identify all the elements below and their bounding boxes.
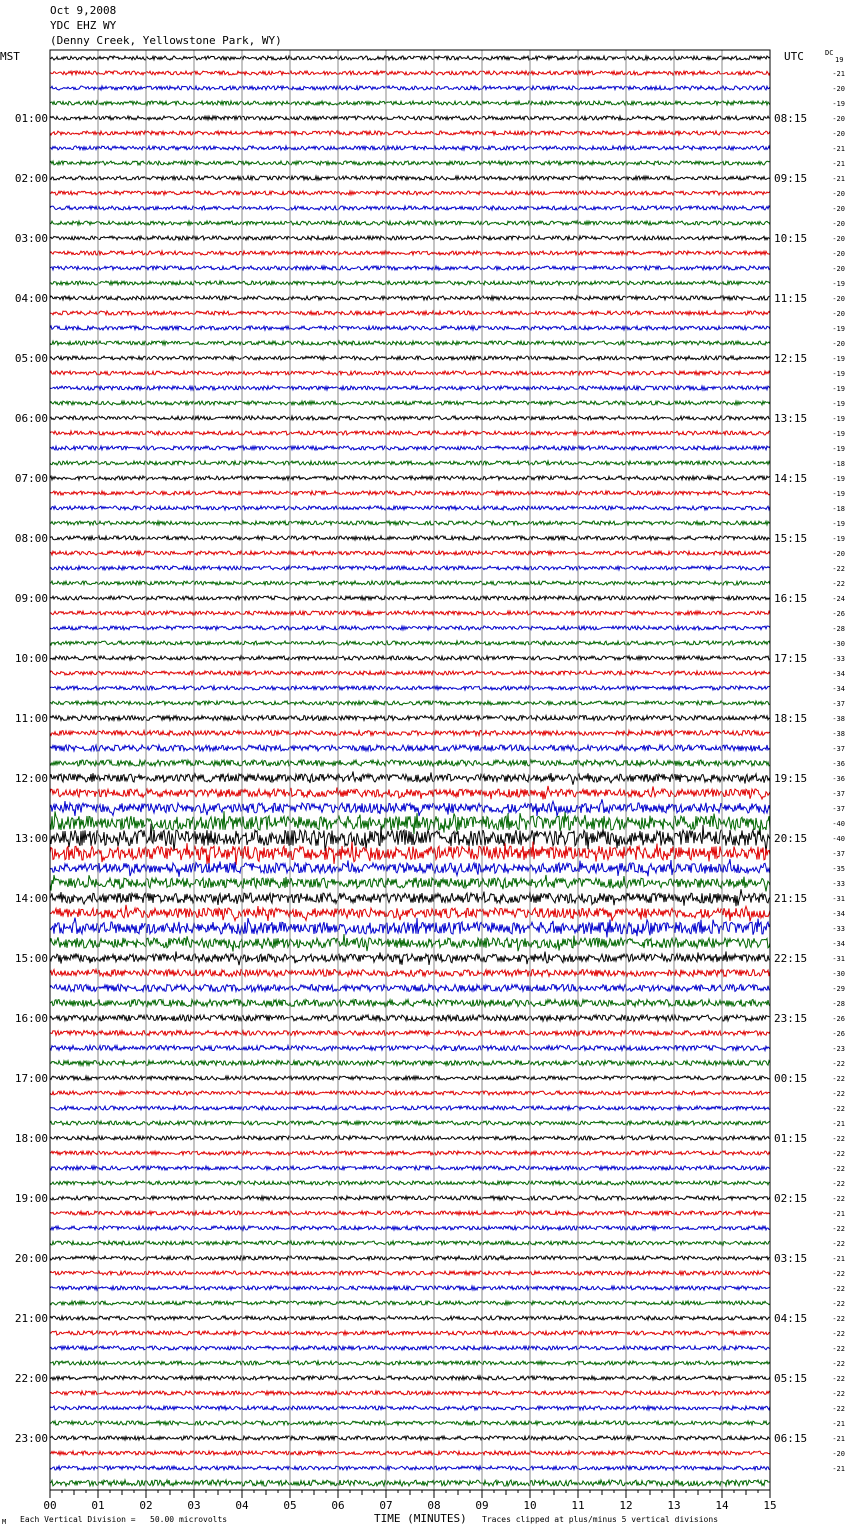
seismic-trace: [50, 71, 770, 75]
dc-offset-label: -22: [832, 1330, 845, 1338]
seismic-trace: [50, 476, 770, 480]
x-tick-label: 00: [43, 1499, 57, 1512]
seismic-trace: [50, 581, 770, 585]
dc-offset-label: -20: [832, 235, 845, 243]
dc-offset-label: -22: [832, 1270, 845, 1278]
dc-offset-label: -23: [832, 1045, 845, 1053]
dc-offset-label: -21: [832, 1210, 845, 1218]
hour-label-right: 14:15: [774, 472, 808, 485]
dc-offset-label: -22: [832, 1375, 845, 1383]
seismic-trace: [50, 131, 770, 135]
seismic-trace: [50, 251, 770, 255]
dc-offset-label: -22: [832, 1165, 845, 1173]
dc-offset-label: -19: [832, 385, 845, 393]
seismic-trace: [50, 1480, 770, 1486]
x-tick-label: 14: [715, 1499, 729, 1512]
seismic-trace: [50, 1421, 770, 1425]
seismic-trace: [50, 934, 770, 952]
hour-label-left: 18:00: [14, 1132, 48, 1145]
hour-label-left: 13:00: [14, 832, 48, 845]
x-tick-label: 11: [571, 1499, 585, 1512]
hour-label-right: 08:15: [774, 112, 808, 125]
dc-offset-label: -19: [832, 415, 845, 423]
hour-label-right: 16:15: [774, 592, 808, 605]
dc-offset-label: -19: [832, 430, 845, 438]
dc-offset-label: -34: [832, 940, 845, 948]
hour-label-left: 20:00: [14, 1252, 48, 1265]
hour-label-left: 23:00: [14, 1432, 48, 1445]
x-tick-label: 03: [187, 1499, 201, 1512]
dc-offset-label: 19: [835, 56, 844, 64]
dc-offset-label: -19: [832, 475, 845, 483]
dc-offset-label: -26: [832, 610, 845, 618]
seismic-trace: [50, 1331, 770, 1335]
seismic-trace: [50, 596, 770, 600]
hour-label-left: 05:00: [14, 352, 48, 365]
dc-offset-label: -18: [832, 460, 845, 468]
hour-label-left: 02:00: [14, 172, 48, 185]
dc-offset-label: -20: [832, 310, 845, 318]
seismic-trace: [50, 970, 770, 977]
dc-offset-label: -37: [832, 790, 845, 798]
seismic-trace: [50, 116, 770, 120]
dc-offset-label: -20: [832, 205, 845, 213]
dc-offset-label: -20: [832, 220, 845, 228]
dc-offset-label: -19: [832, 100, 845, 108]
hour-label-left: 17:00: [14, 1072, 48, 1085]
dc-offset-label: -19: [832, 325, 845, 333]
dc-offset-label: -20: [832, 115, 845, 123]
hour-label-right: 19:15: [774, 772, 808, 785]
dc-offset-label: -36: [832, 760, 845, 768]
dc-offset-label: -22: [832, 1300, 845, 1308]
seismic-trace: [50, 1256, 770, 1260]
dc-offset-label: -22: [832, 1225, 845, 1233]
seismic-trace: [50, 281, 770, 285]
seismic-trace: [50, 416, 770, 420]
seismic-trace: [50, 1015, 770, 1021]
seismic-trace: [50, 1271, 770, 1275]
hour-label-right: 22:15: [774, 952, 808, 965]
dc-offset-label: -31: [832, 955, 845, 963]
hour-label-left: 04:00: [14, 292, 48, 305]
dc-offset-label: -21: [832, 1120, 845, 1128]
seismic-trace: [50, 101, 770, 105]
seismic-trace: [50, 1061, 770, 1066]
seismic-trace: [50, 716, 770, 721]
dc-offset-label: -19: [832, 370, 845, 378]
hour-label-right: 12:15: [774, 352, 808, 365]
x-tick-label: 13: [667, 1499, 681, 1512]
dc-offset-label: -20: [832, 340, 845, 348]
hour-label-left: 01:00: [14, 112, 48, 125]
hour-label-right: 18:15: [774, 712, 808, 725]
seismic-trace: [50, 1361, 770, 1365]
hour-label-left: 09:00: [14, 592, 48, 605]
hour-label-left: 19:00: [14, 1192, 48, 1205]
seismic-trace: [50, 1286, 770, 1290]
seismic-trace: [50, 859, 770, 877]
hour-label-right: 13:15: [774, 412, 808, 425]
seismic-trace: [50, 760, 770, 766]
hour-label-right: 17:15: [774, 652, 808, 665]
hour-label-right: 00:15: [774, 1072, 808, 1085]
dc-offset-label: -20: [832, 1450, 845, 1458]
seismic-trace: [50, 461, 770, 465]
dc-offset-label: -34: [832, 910, 845, 918]
dc-offset-label: -22: [832, 1090, 845, 1098]
hour-label-right: 21:15: [774, 892, 808, 905]
dc-offset-label: -20: [832, 190, 845, 198]
seismic-trace: [50, 656, 770, 660]
seismic-trace: [50, 731, 770, 736]
seismic-trace: [50, 311, 770, 315]
seismic-trace: [50, 521, 770, 525]
dc-offset-label: -22: [832, 1135, 845, 1143]
seismic-trace: [50, 1466, 770, 1470]
dc-offset-label: -28: [832, 625, 845, 633]
hour-label-left: 22:00: [14, 1372, 48, 1385]
seismic-trace: [50, 905, 770, 922]
dc-offset-label: -20: [832, 85, 845, 93]
hour-label-right: 06:15: [774, 1432, 808, 1445]
dc-offset-label: -38: [832, 730, 845, 738]
seismic-trace: [50, 431, 770, 435]
dc-offset-label: -19: [832, 490, 845, 498]
seismic-trace: [50, 1031, 770, 1036]
hour-label-left: 11:00: [14, 712, 48, 725]
seismic-trace: [50, 221, 770, 225]
hour-label-left: 16:00: [14, 1012, 48, 1025]
seismic-trace: [50, 536, 770, 540]
dc-offset-label: -22: [832, 1405, 845, 1413]
footer-mark: M: [2, 1518, 7, 1526]
seismic-trace: [50, 551, 770, 555]
seismic-trace: [50, 1241, 770, 1245]
dc-offset-label: -34: [832, 685, 845, 693]
dc-offset-label: -26: [832, 1030, 845, 1038]
dc-offset-label: -19: [832, 400, 845, 408]
hour-label-right: 02:15: [774, 1192, 808, 1205]
left-timezone-label: MST: [0, 50, 20, 63]
dc-offset-label: -38: [832, 715, 845, 723]
dc-offset-label: -30: [832, 640, 845, 648]
dc-offset-label: -20: [832, 250, 845, 258]
seismic-trace: [50, 786, 770, 800]
dc-offset-label: -22: [832, 1285, 845, 1293]
dc-offset-label: -22: [832, 1345, 845, 1353]
dc-offset-label: -21: [832, 1435, 845, 1443]
dc-offset-label: -22: [832, 565, 845, 573]
dc-offset-label: -22: [832, 1180, 845, 1188]
dc-offset-label: -22: [832, 1390, 845, 1398]
hour-label-left: 12:00: [14, 772, 48, 785]
dc-offset-label: -22: [832, 580, 845, 588]
dc-offset-label: -40: [832, 820, 845, 828]
seismic-trace: [50, 161, 770, 165]
x-tick-label: 08: [427, 1499, 441, 1512]
footer-clip-note: Traces clipped at plus/minus 5 vertical divisions: [482, 1515, 719, 1524]
hour-label-left: 15:00: [14, 952, 48, 965]
hour-label-right: 10:15: [774, 232, 808, 245]
seismic-trace: [50, 1076, 770, 1080]
hour-label-right: 04:15: [774, 1312, 808, 1325]
seismic-trace: [50, 191, 770, 195]
hour-label-left: 08:00: [14, 532, 48, 545]
hour-label-left: 10:00: [14, 652, 48, 665]
seismic-trace: [50, 611, 770, 615]
hour-label-right: 23:15: [774, 1012, 808, 1025]
x-tick-label: 02: [139, 1499, 153, 1512]
dc-offset-label: -22: [832, 1075, 845, 1083]
dc-offset-label: -37: [832, 745, 845, 753]
dc-offset-label: -19: [832, 520, 845, 528]
dc-offset-label: -22: [832, 1315, 845, 1323]
seismic-trace: [50, 566, 770, 570]
seismic-trace: [50, 1166, 770, 1170]
seismic-trace: [50, 1121, 770, 1125]
dc-offset-label: -21: [832, 1465, 845, 1473]
dc-offset-label: -29: [832, 985, 845, 993]
dc-offset-label: -31: [832, 895, 845, 903]
dc-offset-label: -24: [832, 595, 845, 603]
seismic-trace: [50, 386, 770, 390]
dc-offset-label: -22: [832, 1060, 845, 1068]
hour-label-left: 21:00: [14, 1312, 48, 1325]
seismic-trace: [50, 1226, 770, 1230]
dc-offset-label: -30: [832, 970, 845, 978]
dc-offset-label: -21: [832, 175, 845, 183]
right-timezone-label: UTC: [784, 50, 804, 63]
seismic-trace: [50, 745, 770, 751]
hour-label-right: 09:15: [774, 172, 808, 185]
dc-offset-label: -22: [832, 1195, 845, 1203]
seismic-trace: [50, 236, 770, 240]
dc-offset-label: -19: [832, 280, 845, 288]
seismic-trace: [50, 341, 770, 345]
dc-offset-label: -36: [832, 775, 845, 783]
seismic-trace: [50, 56, 770, 60]
hour-label-right: 20:15: [774, 832, 808, 845]
x-tick-label: 06: [331, 1499, 345, 1512]
seismic-trace: [50, 701, 770, 705]
x-tick-label: 10: [523, 1499, 537, 1512]
seismic-trace: [50, 1391, 770, 1395]
hour-label-left: 07:00: [14, 472, 48, 485]
seismic-trace: [50, 1376, 770, 1380]
seismic-trace: [50, 671, 770, 675]
seismic-trace: [50, 875, 770, 892]
dc-offset-label: -40: [832, 835, 845, 843]
seismic-trace: [50, 1046, 770, 1051]
dc-offset-label: -20: [832, 295, 845, 303]
x-axis-title: TIME (MINUTES): [374, 1512, 467, 1525]
dc-offset-label: -19: [832, 445, 845, 453]
plot-location: (Denny Creek, Yellowstone Park, WY): [50, 34, 282, 47]
seismic-trace: [50, 86, 770, 90]
seismic-trace: [50, 506, 770, 510]
dc-offset-label: -20: [832, 265, 845, 273]
seismic-trace: [50, 1451, 770, 1455]
dc-offset-label: -21: [832, 1255, 845, 1263]
dc-offset-label: -21: [832, 145, 845, 153]
dc-offset-label: -18: [832, 505, 845, 513]
dc-offset-label: -22: [832, 1360, 845, 1368]
seismic-trace: [50, 356, 770, 360]
hour-label-right: 01:15: [774, 1132, 808, 1145]
dc-offset-label: -21: [832, 160, 845, 168]
seismic-trace: [50, 401, 770, 405]
dc-offset-label: -19: [832, 535, 845, 543]
footer-scale-note: Each Vertical Division = 50.00 microvolts: [20, 1515, 228, 1524]
seismic-trace: [50, 1406, 770, 1410]
x-tick-label: 01: [91, 1499, 105, 1512]
seismic-trace: [50, 985, 770, 992]
seismic-trace: [50, 626, 770, 630]
x-tick-label: 12: [619, 1499, 633, 1512]
dc-offset-label: -33: [832, 925, 845, 933]
x-tick-label: 05: [283, 1499, 297, 1512]
dc-offset-label: -22: [832, 1105, 845, 1113]
x-tick-label: 07: [379, 1499, 393, 1512]
seismic-trace: [50, 686, 770, 690]
dc-offset-label: -21: [832, 1420, 845, 1428]
dc-offset-label: -22: [832, 1240, 845, 1248]
dc-offset-label: -28: [832, 1000, 845, 1008]
dc-offset-header: DC: [825, 49, 834, 57]
seismic-trace: [50, 951, 770, 965]
seismic-trace: [50, 326, 770, 330]
dc-offset-label: -20: [832, 550, 845, 558]
dc-offset-label: -37: [832, 850, 845, 858]
dc-offset-label: -22: [832, 1150, 845, 1158]
hour-label-left: 06:00: [14, 412, 48, 425]
dc-offset-label: -37: [832, 805, 845, 813]
seismic-trace: [50, 918, 770, 938]
x-tick-label: 09: [475, 1499, 489, 1512]
seismic-trace: [50, 206, 770, 210]
seismic-trace: [50, 296, 770, 300]
hour-label-right: 11:15: [774, 292, 808, 305]
seismic-trace: [50, 799, 770, 816]
dc-offset-label: -34: [832, 670, 845, 678]
seismic-trace: [50, 1136, 770, 1140]
dc-offset-label: -33: [832, 880, 845, 888]
dc-offset-label: -37: [832, 700, 845, 708]
seismic-trace: [50, 1091, 770, 1095]
plot-station: YDC EHZ WY: [50, 19, 117, 32]
seismic-trace: [50, 146, 770, 150]
hour-label-right: 05:15: [774, 1372, 808, 1385]
dc-offset-label: -26: [832, 1015, 845, 1023]
dc-offset-label: -21: [832, 70, 845, 78]
seismic-trace: [50, 1106, 770, 1110]
seismic-trace: [50, 1211, 770, 1215]
seismic-trace: [50, 641, 770, 645]
seismic-trace: [50, 1151, 770, 1155]
seismic-trace: [50, 1316, 770, 1320]
x-tick-label: 04: [235, 1499, 249, 1512]
hour-label-left: 14:00: [14, 892, 48, 905]
hour-label-right: 03:15: [774, 1252, 808, 1265]
plot-date: Oct 9,2008: [50, 4, 117, 17]
dc-offset-label: -35: [832, 865, 845, 873]
dc-offset-label: -19: [832, 355, 845, 363]
seismic-trace: [50, 491, 770, 495]
seismic-trace: [50, 266, 770, 270]
dc-offset-label: -33: [832, 655, 845, 663]
seismic-trace: [50, 1346, 770, 1350]
seismic-trace: [50, 1181, 770, 1185]
seismic-trace: [50, 176, 770, 180]
seismic-trace: [50, 1301, 770, 1305]
dc-offset-label: -20: [832, 130, 845, 138]
seismic-trace: [50, 446, 770, 450]
seismic-trace: [50, 811, 770, 835]
seismic-trace: [50, 842, 770, 866]
hour-label-left: 03:00: [14, 232, 48, 245]
seismic-trace: [50, 889, 770, 906]
seismic-trace: [50, 1000, 770, 1007]
x-tick-label: 15: [763, 1499, 777, 1512]
seismic-trace: [50, 772, 770, 785]
seismic-trace: [50, 1436, 770, 1440]
seismic-trace: [50, 1196, 770, 1200]
seismic-trace: [50, 371, 770, 375]
hour-label-right: 15:15: [774, 532, 808, 545]
